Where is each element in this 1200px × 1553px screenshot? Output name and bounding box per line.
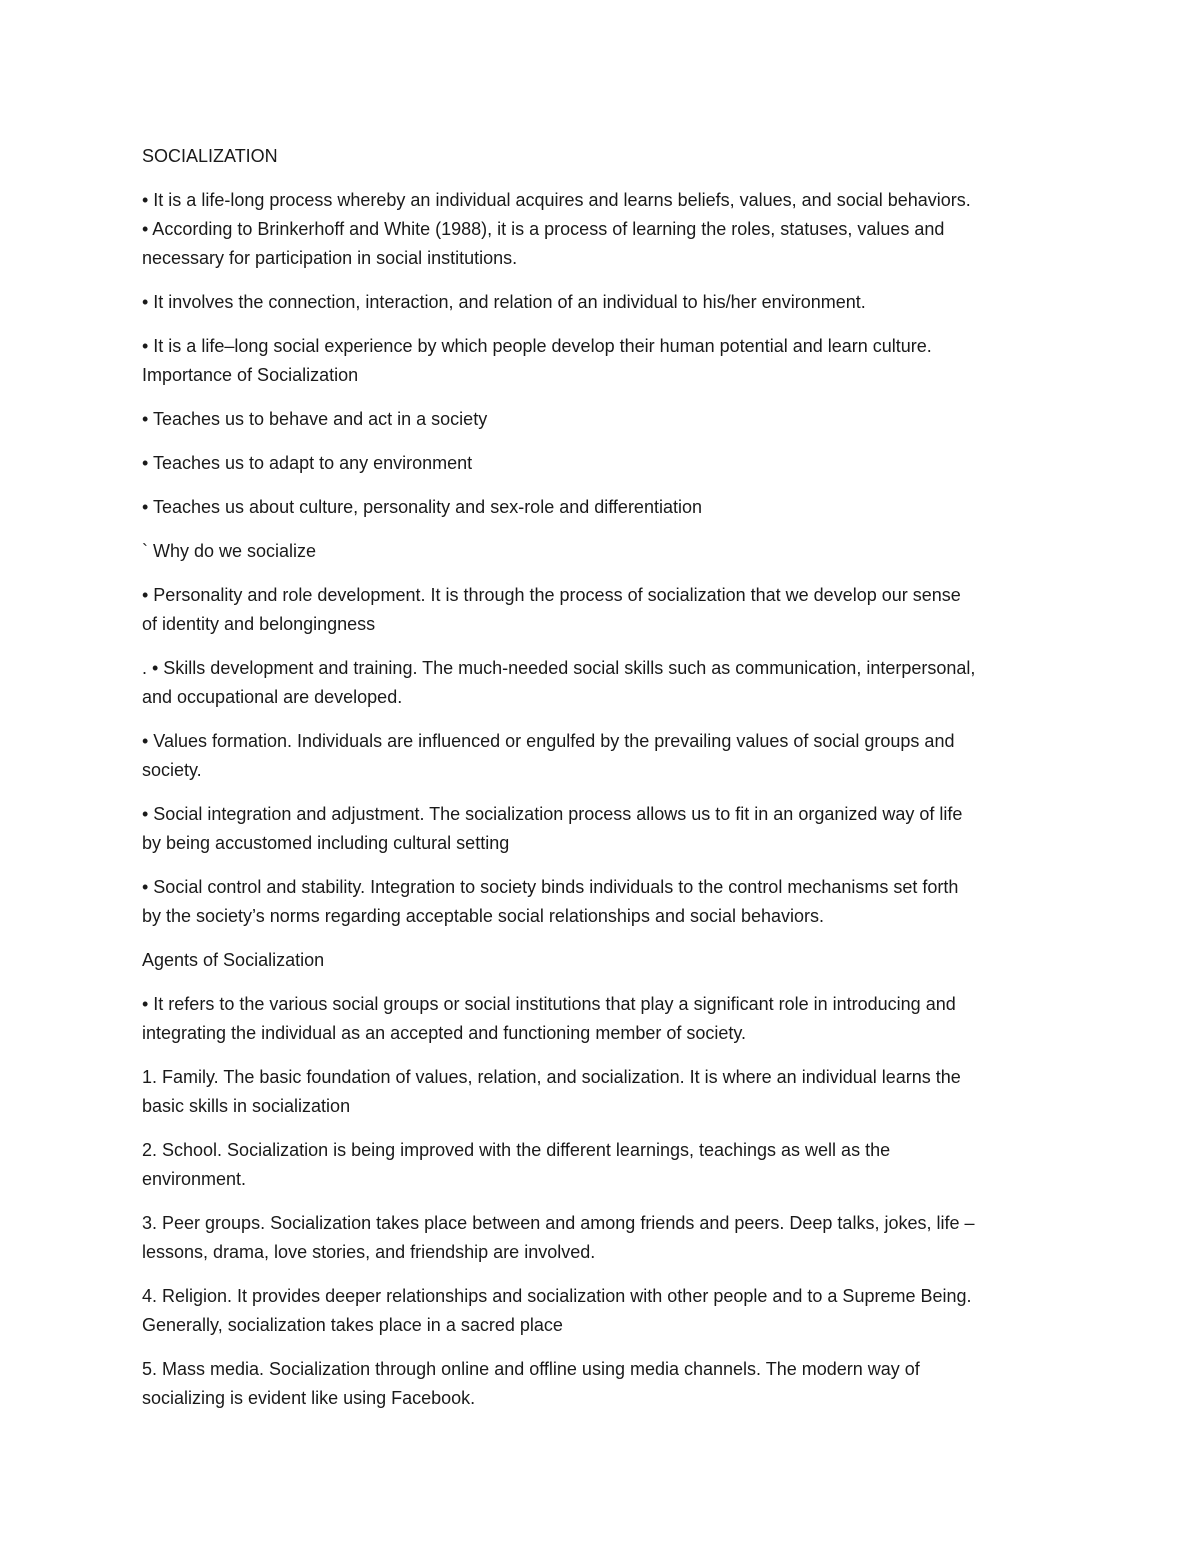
intro-paragraph-2 <box>142 288 1072 317</box>
importance-item <box>142 493 1072 522</box>
agents-intro-line: • It refers to the various social groups or social institutions that play a significant role in introducing and <box>142 994 956 1014</box>
agent-item-line: 3. Peer groups. Socialization takes place between and among friends and peers. Deep talks, jokes, life – <box>142 1213 975 1233</box>
why-item <box>142 800 1072 858</box>
intro-line: necessary for participation in social institutions. <box>142 248 518 268</box>
why-item <box>142 873 1072 931</box>
agent-item-line: 4. Religion. It provides deeper relationships and socialization with other people and to a Supreme Being. <box>142 1286 972 1306</box>
agent-item <box>142 1136 1072 1194</box>
agent-item-line: 1. Family. The basic foundation of values, relation, and socialization. It is where an individual learns the <box>142 1067 961 1087</box>
importance-item-text: • Teaches us to behave and act in a society <box>142 409 488 429</box>
why-item-line: . • Skills development and training. The much-needed social skills such as communication, interpersonal, <box>142 658 976 678</box>
why-item-line: society. <box>142 760 202 780</box>
agents-intro-line: integrating the individual as an accepted and functioning member of society. <box>142 1023 747 1043</box>
document-page <box>142 142 1072 1413</box>
agent-item-line: socializing is evident like using Facebook. <box>142 1388 476 1408</box>
why-item-line: and occupational are developed. <box>142 687 403 707</box>
why-item-line: • Social control and stability. Integration to society binds individuals to the control mechanisms set forth <box>142 877 959 897</box>
intro-line: • It is a life-long process whereby an individual acquires and learns beliefs, values, and social behaviors. <box>142 190 971 210</box>
why-item <box>142 727 1072 785</box>
intro-paragraph-1 <box>142 186 1072 273</box>
why-item-line: by the society’s norms regarding acceptable social relationships and social behaviors. <box>142 906 825 926</box>
why-item-line: by being accustomed including cultural setting <box>142 833 510 853</box>
agent-item-line: 2. School. Socialization is being improved with the different learnings, teachings as well as the <box>142 1140 891 1160</box>
importance-item-text: • Teaches us about culture, personality and sex-role and differentiation <box>142 497 702 517</box>
agents-heading-block <box>142 946 1072 975</box>
intro-paragraph-3 <box>142 332 1072 390</box>
why-heading: ` Why do we socialize <box>142 541 317 561</box>
agent-item <box>142 1355 1072 1413</box>
why-item-line: of identity and belongingness <box>142 614 376 634</box>
importance-item <box>142 405 1072 434</box>
agent-item-line: environment. <box>142 1169 247 1189</box>
agents-intro <box>142 990 1072 1048</box>
why-item <box>142 654 1072 712</box>
importance-item <box>142 449 1072 478</box>
why-item-line: • Social integration and adjustment. The socialization process allows us to fit in an organized way of life <box>142 804 963 824</box>
why-item-line: • Personality and role development. It is through the process of socialization that we develop our sense <box>142 585 961 605</box>
agents-heading: Agents of Socialization <box>142 950 325 970</box>
intro-line: • It involves the connection, interaction, and relation of an individual to his/her environment. <box>142 292 866 312</box>
importance-heading: Importance of Socialization <box>142 365 359 385</box>
why-item-line: • Values formation. Individuals are influenced or engulfed by the prevailing values of social groups and <box>142 731 955 751</box>
agent-item-line: basic skills in socialization <box>142 1096 351 1116</box>
agent-item <box>142 1282 1072 1340</box>
intro-line: • According to Brinkerhoff and White (1988), it is a process of learning the roles, statuses, values and <box>142 219 945 239</box>
why-item <box>142 581 1072 639</box>
importance-item-text: • Teaches us to adapt to any environment <box>142 453 473 473</box>
intro-line: • It is a life–long social experience by which people develop their human potential and learn culture. <box>142 336 932 356</box>
document-title-block <box>142 142 1072 171</box>
agent-item <box>142 1063 1072 1121</box>
agent-item-line: 5. Mass media. Socialization through online and offline using media channels. The modern way of <box>142 1359 920 1379</box>
document-title: SOCIALIZATION <box>142 146 278 166</box>
agent-item-line: lessons, drama, love stories, and friendship are involved. <box>142 1242 596 1262</box>
why-heading-block <box>142 537 1072 566</box>
agent-item-line: Generally, socialization takes place in a sacred place <box>142 1315 563 1335</box>
agent-item <box>142 1209 1072 1267</box>
